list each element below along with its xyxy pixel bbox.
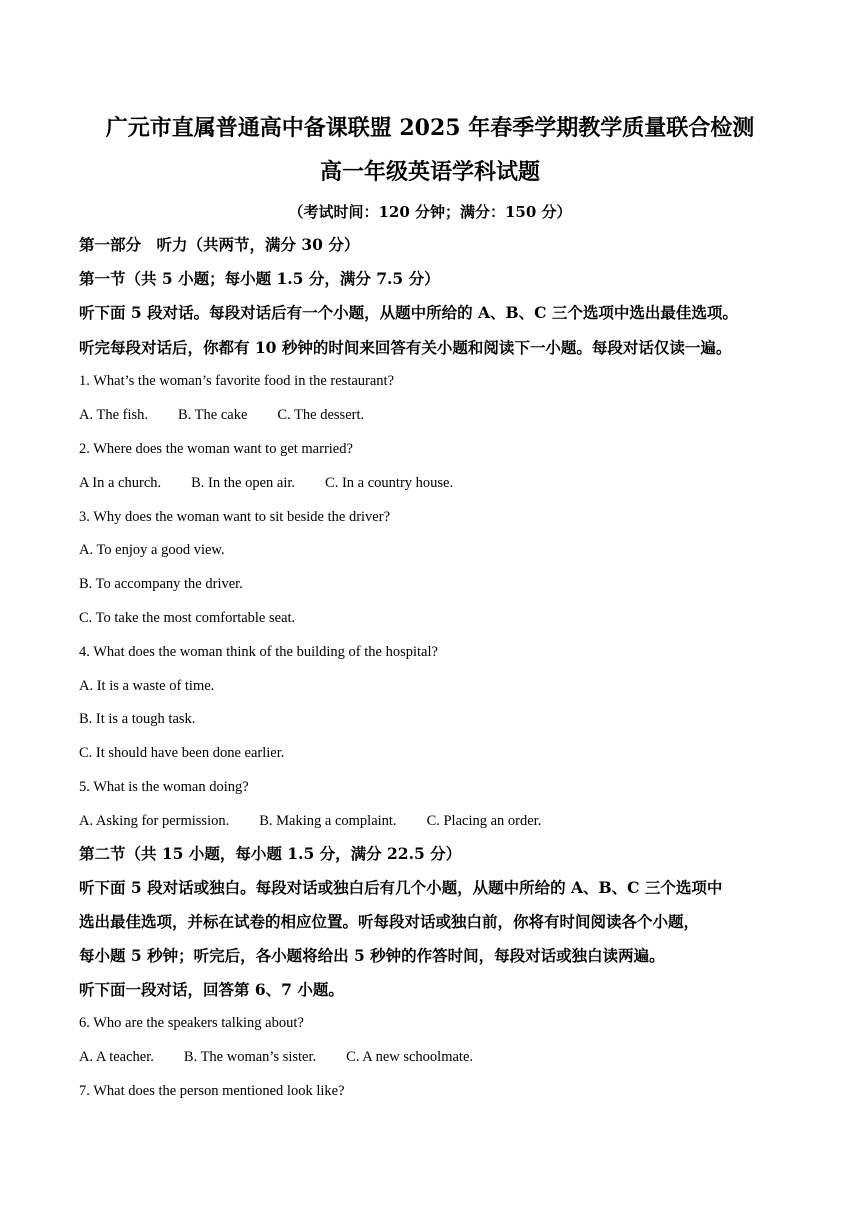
option-a: A. It is a waste of time.	[79, 678, 215, 694]
question-stem: 3. Why does the woman want to sit beside the driver?	[79, 509, 391, 525]
question-options	[79, 404, 799, 426]
option-b: B. In the open air.	[191, 475, 296, 491]
question-options	[79, 472, 799, 494]
dialogue-intro: 听下面一段对话，回答第 6、7 小题。	[79, 980, 344, 999]
option-a: A. The fish.	[79, 407, 149, 423]
question-options	[79, 1046, 799, 1068]
option-a: A. A teacher.	[79, 1049, 154, 1065]
part1-heading: 第一部分 听力（共两节，满分 30 分）	[79, 235, 360, 254]
option-b: B. The woman’s sister.	[183, 1049, 317, 1065]
option-a: A In a church.	[79, 475, 162, 491]
section1-heading: 第一节（共 5 小题；每小题 1.5 分，满分 7.5 分）	[79, 269, 440, 288]
option-c: C. In a country house.	[325, 475, 454, 491]
option-b: B. Making a complaint.	[259, 813, 397, 829]
section2-instructions: 选出最佳选项，并标在试卷的相应位置。听每段对话或独白前，你将有时间阅读各个小题，	[79, 912, 700, 931]
section1-instructions: 听完每段对话后，你都有 10 秒钟的时间来回答有关小题和阅读下一小题。每段对话仅读一遍。	[79, 338, 732, 357]
option-a: A. To enjoy a good view.	[79, 542, 225, 558]
section2-heading: 第二节（共 15 小题，每小题 1.5 分，满分 22.5 分）	[79, 844, 462, 863]
section2-instructions: 每小题 5 秒钟；听完后，各小题将给出 5 秒钟的作答时间，每段对话或独白读两遍。	[79, 946, 665, 965]
question-stem: 7. What does the person mentioned look like?	[79, 1083, 345, 1099]
section2-instructions: 听下面 5 段对话或独白。每段对话或独白后有几个小题，从题中所给的 A、B、C 三个选项中	[79, 878, 723, 897]
option-b: B. To accompany the driver.	[79, 576, 243, 592]
question-stem: 2. Where does the woman want to get married?	[79, 441, 353, 457]
option-c: C. The dessert.	[277, 407, 365, 423]
exam-info: （考试时间：120 分钟；满分：150 分）	[288, 203, 572, 221]
option-a: A. Asking for permission.	[79, 813, 230, 829]
option-b: B. It is a tough task.	[79, 711, 196, 727]
question-stem: 5. What is the woman doing?	[79, 779, 249, 795]
question-stem: 6. Who are the speakers talking about?	[79, 1015, 304, 1031]
option-c: C. A new schoolmate.	[346, 1049, 474, 1065]
question-stem: 1. What’s the woman’s favorite food in the restaurant?	[79, 373, 395, 389]
option-c: C. To take the most comfortable seat.	[79, 610, 296, 626]
question-stem: 4. What does the woman think of the building of the hospital?	[79, 644, 438, 660]
option-c: C. It should have been done earlier.	[79, 745, 285, 761]
question-options	[79, 810, 799, 832]
exam-subtitle: 高一年级英语学科试题	[319, 159, 540, 185]
exam-title: 广元市直属普通高中备课联盟 2025 年春季学期教学质量联合检测	[105, 115, 755, 141]
option-c: C. Placing an order.	[426, 813, 542, 829]
option-b: B. The cake	[178, 407, 248, 423]
section1-instructions: 听下面 5 段对话。每段对话后有一个小题，从题中所给的 A、B、C 三个选项中选出最佳选项。	[79, 303, 738, 322]
